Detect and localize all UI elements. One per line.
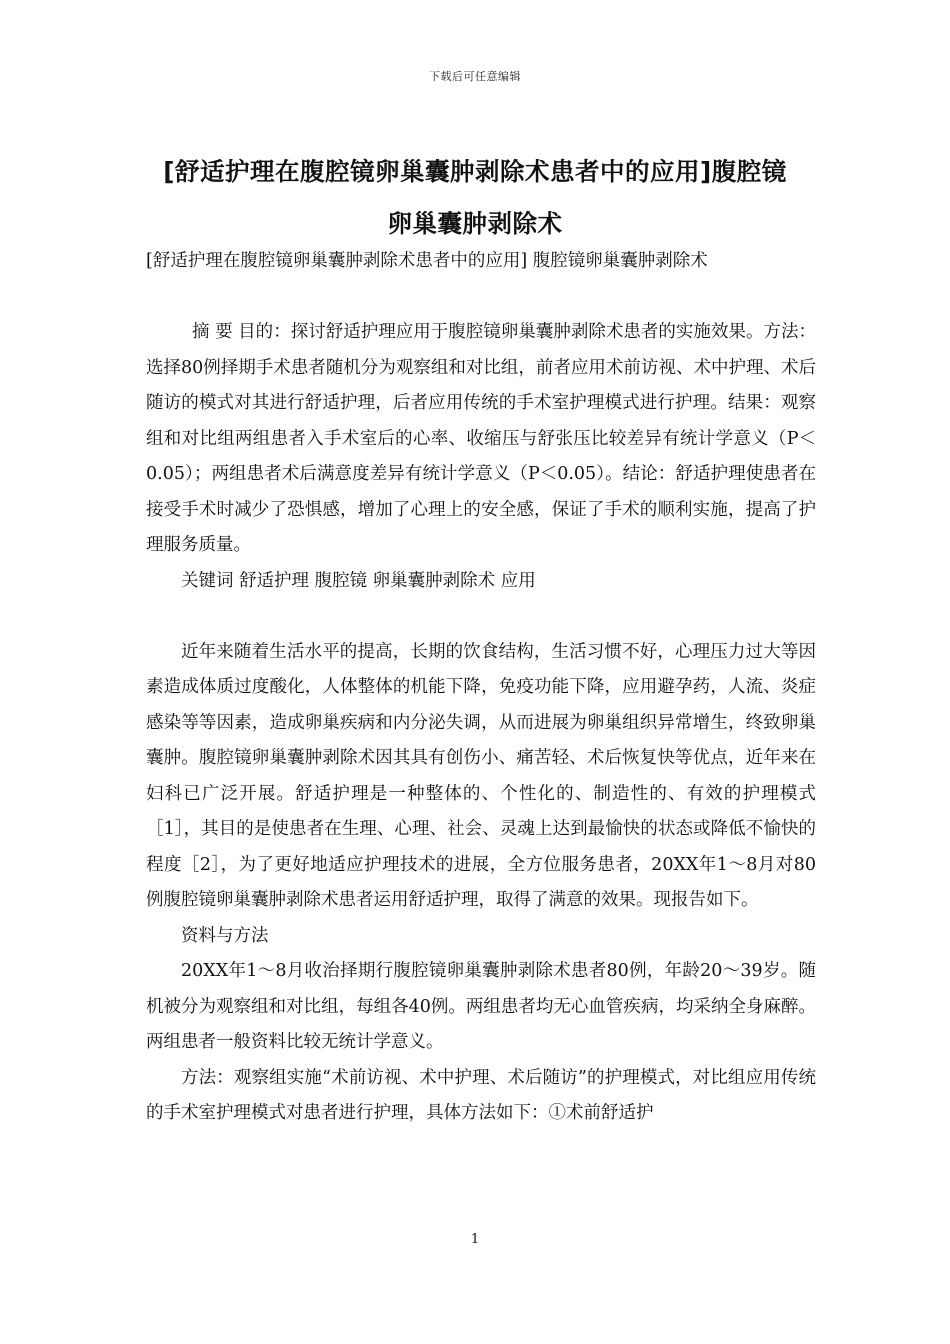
document-body xyxy=(146,244,816,1132)
keywords-line: 关键词 舒适护理 腹腔镜 卵巢囊肿剥除术 应用 xyxy=(181,570,536,591)
section-heading: 资料与方法 xyxy=(181,925,269,946)
methods-paragraph: 方法：观察组实施“术前访视、术中护理、术后随访”的护理模式，对比组应用传统的手术室护理模式对患者进行护理，具体方法如下：①术前舒适护 xyxy=(146,1067,816,1123)
spacer xyxy=(146,280,816,316)
abstract-paragraph: 摘 要 目的：探讨舒适护理应用于腹腔镜卵巢囊肿剥除术患者的实施效果。方法：选择80例择期手术患者随机分为观察组和对比组，前者应用术前访视、术中护理、术后随访的模式对其进行舒适护理，后者应用传统的手术室护理模式进行护理。结果：观察组和对比组两组患者入手术室后的心率、收缩压与舒张压比较差异有统计学意义（P＜0.05）；两组患者术后满意度差异有统计学意义（P＜0.05）。结论：舒适护理使患者在接受手术时减少了恐惧感，增加了心理上的安全感，保证了手术的顺利实施，提高了护理服务质量。 xyxy=(146,322,816,555)
document-title xyxy=(130,146,820,250)
materials-paragraph: 20XX年1～8月收治择期行腹腔镜卵巢囊肿剥除术患者80例，年龄20～39岁。随机被分为观察组和对比组，每组各40例。两组患者均无心血管疾病，均采纳全身麻醉。两组患者一般资料比较无统计学意义。 xyxy=(146,961,816,1052)
subtitle: [舒适护理在腹腔镜卵巢囊肿剥除术患者中的应用] 腹腔镜卵巢囊肿剥除术 xyxy=(146,251,708,271)
spacer xyxy=(146,599,816,635)
title-line-2: 卵巢囊肿剥除术 xyxy=(387,209,563,238)
intro-paragraph: 近年来随着生活水平的提高，长期的饮食结构，生活习惯不好，心理压力过大等因素造成体质过度酸化，人体整体的机能下降，免疫功能下降，应用避孕药，人流、炎症感染等等因素，造成卵巢疾病和内分泌失调，从而进展为卵巢组织异常增生，终致卵巢囊肿。腹腔镜卵巢囊肿剥除术因其具有创伤小、痛苦轻、术后恢复快等优点，近年来在妇科已广泛开展。舒适护理是一种整体的、个性化的、制造性的、有效的护理模式［1］，其目的是使患者在生理、心理、社会、灵魂上达到最愉快的状态或降低不愉快的程度［2］，为了更好地适应护理技术的进展，全方位服务患者，20XX年1～8月对80例腹腔镜卵巢囊肿剥除术患者运用舒适护理，取得了满意的效果。现报告如下。 xyxy=(146,641,816,910)
title-line-1: [舒适护理在腹腔镜卵巢囊肿剥除术患者中的应用]腹腔镜 xyxy=(163,157,787,186)
header-note: 下载后可任意编辑 xyxy=(429,70,521,83)
page-number: 1 xyxy=(470,1232,480,1247)
